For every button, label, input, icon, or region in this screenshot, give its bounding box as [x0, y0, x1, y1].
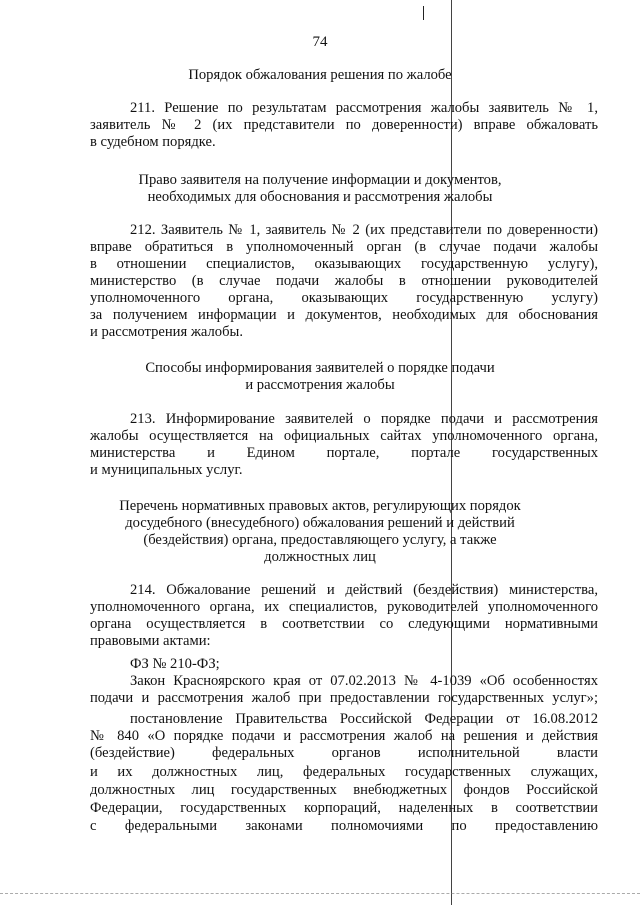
section-214-line: (бездействие) федеральных органов исполнительной власти — [90, 745, 598, 761]
section-214-heading-line: Перечень нормативных правовых актов, регулирующих порядок — [119, 498, 521, 514]
section-214-line: № 840 «О порядке подачи и рассмотрения жалоб на решения и действия — [90, 728, 598, 744]
page-number: 74 — [312, 34, 328, 50]
section-214-line: и их должностных лиц, федеральных государственных служащих, — [90, 764, 598, 780]
section-212-line: уполномоченного органа, оказывающих государственную услугу) — [90, 290, 598, 306]
scan-artifact-bottom-edge — [0, 893, 640, 895]
section-213-heading-line: Способы информирования заявителей о порядке подачи — [145, 360, 495, 376]
section-213-line: жалобы осуществляется на официальных сайтах уполномоченного органа, — [90, 428, 598, 444]
section-213-line: 213. Информирование заявителей о порядке подачи и рассмотрения — [130, 411, 598, 427]
section-212-line: в отношении специалистов, оказывающих государственную услугу), — [90, 256, 598, 272]
section-214-line: постановление Правительства Российской Федерации от 16.08.2012 — [130, 711, 598, 727]
section-214-line: уполномоченного органа, их специалистов, руководителей уполномоченного — [90, 599, 598, 615]
section-212-heading-line: Право заявителя на получение информации и документов, — [138, 172, 502, 188]
section-214-heading-line: досудебного (внесудебного) обжалования решений и действий — [125, 515, 515, 531]
section-214-line: должностных лиц государственных внебюджетных фондов Российской — [90, 782, 598, 798]
section-213-line: и муниципальных услуг. — [90, 462, 243, 478]
section-211-line: 211. Решение по результатам рассмотрения жалобы заявитель № 1, — [130, 100, 598, 116]
section-211-heading: Порядок обжалования решения по жалобе — [188, 67, 452, 83]
section-213-heading-line: и рассмотрения жалобы — [245, 377, 395, 393]
section-214-line: правовыми актами: — [90, 633, 211, 649]
section-214-line: органа осуществляется в соответствии со следующими нормативными — [90, 616, 598, 632]
scan-artifact-tick — [423, 6, 424, 20]
section-213-line: министерства и Едином портале, портале государственных — [90, 445, 598, 461]
section-214-line: Федерации, государственных корпораций, наделенных в соответствии — [90, 800, 598, 816]
section-214-heading-line: должностных лиц — [264, 549, 376, 565]
section-214-line: ФЗ № 210-ФЗ; — [130, 656, 220, 672]
section-211-line: заявитель № 2 (их представители по доверенности) вправе обжаловать — [90, 117, 598, 133]
section-211-line: в судебном порядке. — [90, 134, 216, 150]
section-214-line: подачи и рассмотрения жалоб при предоставлении государственных услуг»; — [90, 690, 598, 706]
section-212-line: вправе обратиться в уполномоченный орган (в случае подачи жалобы — [90, 239, 598, 255]
section-212-line: министерство (в случае подачи жалобы в отношении руководителей — [90, 273, 598, 289]
section-214-heading-line: (бездействия) органа, предоставляющего услугу, а также — [143, 532, 497, 548]
section-214-line: Закон Красноярского края от 07.02.2013 № 4-1039 «Об особенностях — [130, 673, 598, 689]
section-214-line: с федеральными законами полномочиями по предоставлению — [90, 818, 598, 834]
section-212-heading-line: необходимых для обоснования и рассмотрения жалобы — [147, 189, 493, 205]
section-214-line: 214. Обжалование решений и действий (бездействия) министерства, — [130, 582, 598, 598]
section-212-line: за получением информации и документов, необходимых для обоснования — [90, 307, 598, 323]
section-212-line: и рассмотрения жалобы. — [90, 324, 243, 340]
section-212-line: 212. Заявитель № 1, заявитель № 2 (их представители по доверенности) — [130, 222, 598, 238]
